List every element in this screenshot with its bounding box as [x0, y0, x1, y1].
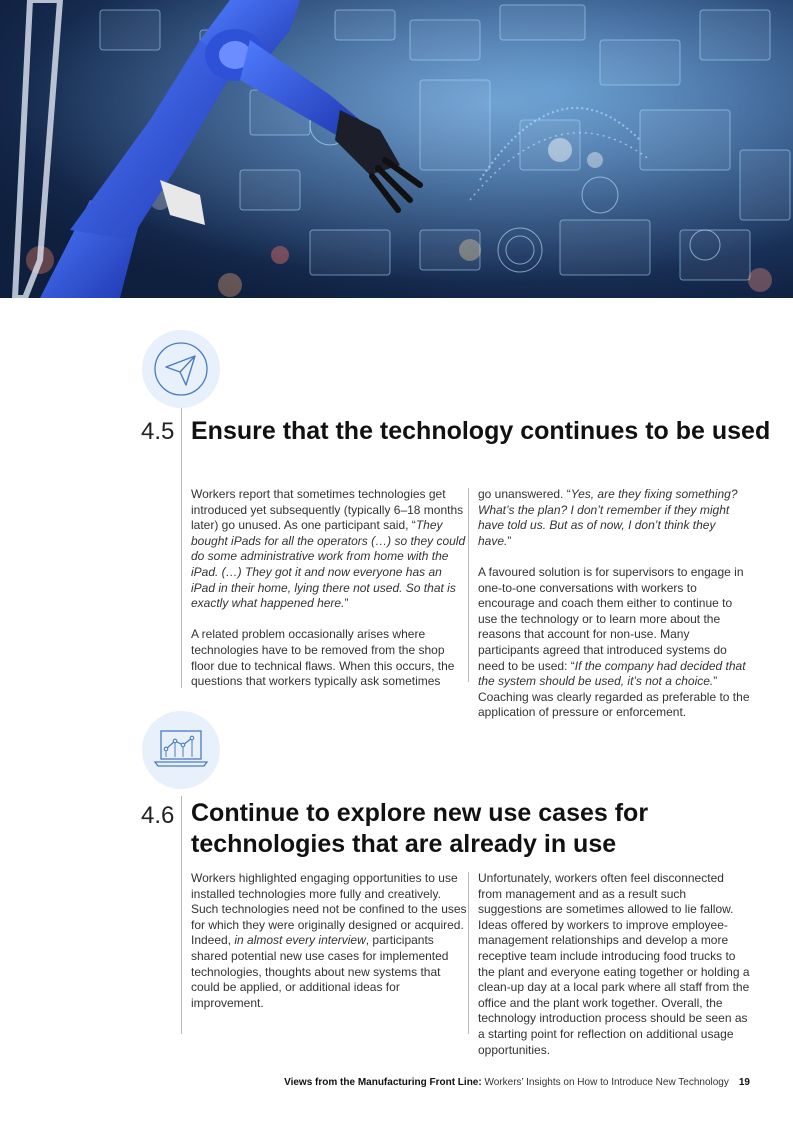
paper-plane-icon: [142, 330, 220, 408]
section-divider: [181, 408, 182, 688]
paragraph: Unfortunately, workers often feel disconnected from management and as a result such suggestions are sometimes allowed to lie fallow. Ideas offered by workers to improve employee-management relationships and develop a more receptive team include introducing food trucks to the plant and everyone eating together or holding a clean-up day at a local park where all staff from the office and the plant work together. Overall, the technology introduction process should be seen as a starting point for reflection on additional usage opportunities.: [478, 871, 750, 1057]
section-4-6-right-column: [478, 871, 750, 1058]
section-4-6-left-column: [191, 871, 467, 1011]
section-number: 4.5: [141, 418, 175, 445]
section-4-5-right-column: [478, 487, 750, 721]
column-divider: [468, 488, 469, 682]
footer-title-rest: Workers’ Insights on How to Introduce New Technology: [481, 1077, 729, 1088]
section-divider: [181, 796, 182, 1034]
paragraph: Workers report that sometimes technologies get introduced yet subsequently (typically 6–18 months later) go unused. As one participant said, “They bought iPads for all the operators (…) so they could do some administrative work from home with the iPad. (…) They got it and now everyone has an iPad in their home, lying there not used. So that is exactly what happened here.”: [191, 487, 466, 611]
paragraph: Workers highlighted engaging opportunities to use installed technologies more fully and creatively. Such technologies need not be confined to the uses for which they were originally designed or acquired. Indeed, in almost every interview, participants shared potential new use cases for implemented technologies, thoughts about new systems that could be applied, or additional ideas for improvement.: [191, 871, 467, 1010]
section-title: Continue to explore new use cases for technologies that are already in use: [191, 799, 649, 858]
page-number: 19: [738, 1077, 750, 1088]
section-title: Ensure that the technology continues to be used: [191, 417, 771, 445]
paragraph: A favoured solution is for supervisors to engage in one-to-one conversations with workers to encourage and coach them either to continue to use the technology or to learn more about the reasons that account for non-use. Many participants agreed that introduced systems do need to be used: “If the company had decided that the system should be used, it’s not a choice.” Coaching was clearly regarded as preferable to the application of pressure or enforcement.: [478, 564, 750, 720]
footer-title-bold: Views from the Manufacturing Front Line:: [284, 1077, 482, 1088]
paragraph: A related problem occasionally arises where technologies have to be removed from the shop floor due to technical flaws. When this occurs, the questions that workers typically ask sometimes: [191, 627, 455, 689]
section-4-5-left-column: [191, 487, 469, 690]
robot-arm-illustration: [0, 0, 793, 298]
paragraph: go unanswered. “Yes, are they fixing something? What’s the plan? I don’t remember if they might have told us. But as of now, I don’t think they have.”: [478, 487, 738, 548]
laptop-chart-icon: [142, 711, 220, 789]
section-number: 4.6: [141, 802, 175, 829]
page-footer: [260, 1077, 750, 1088]
column-divider: [468, 872, 469, 1034]
hero-image: [0, 0, 793, 298]
